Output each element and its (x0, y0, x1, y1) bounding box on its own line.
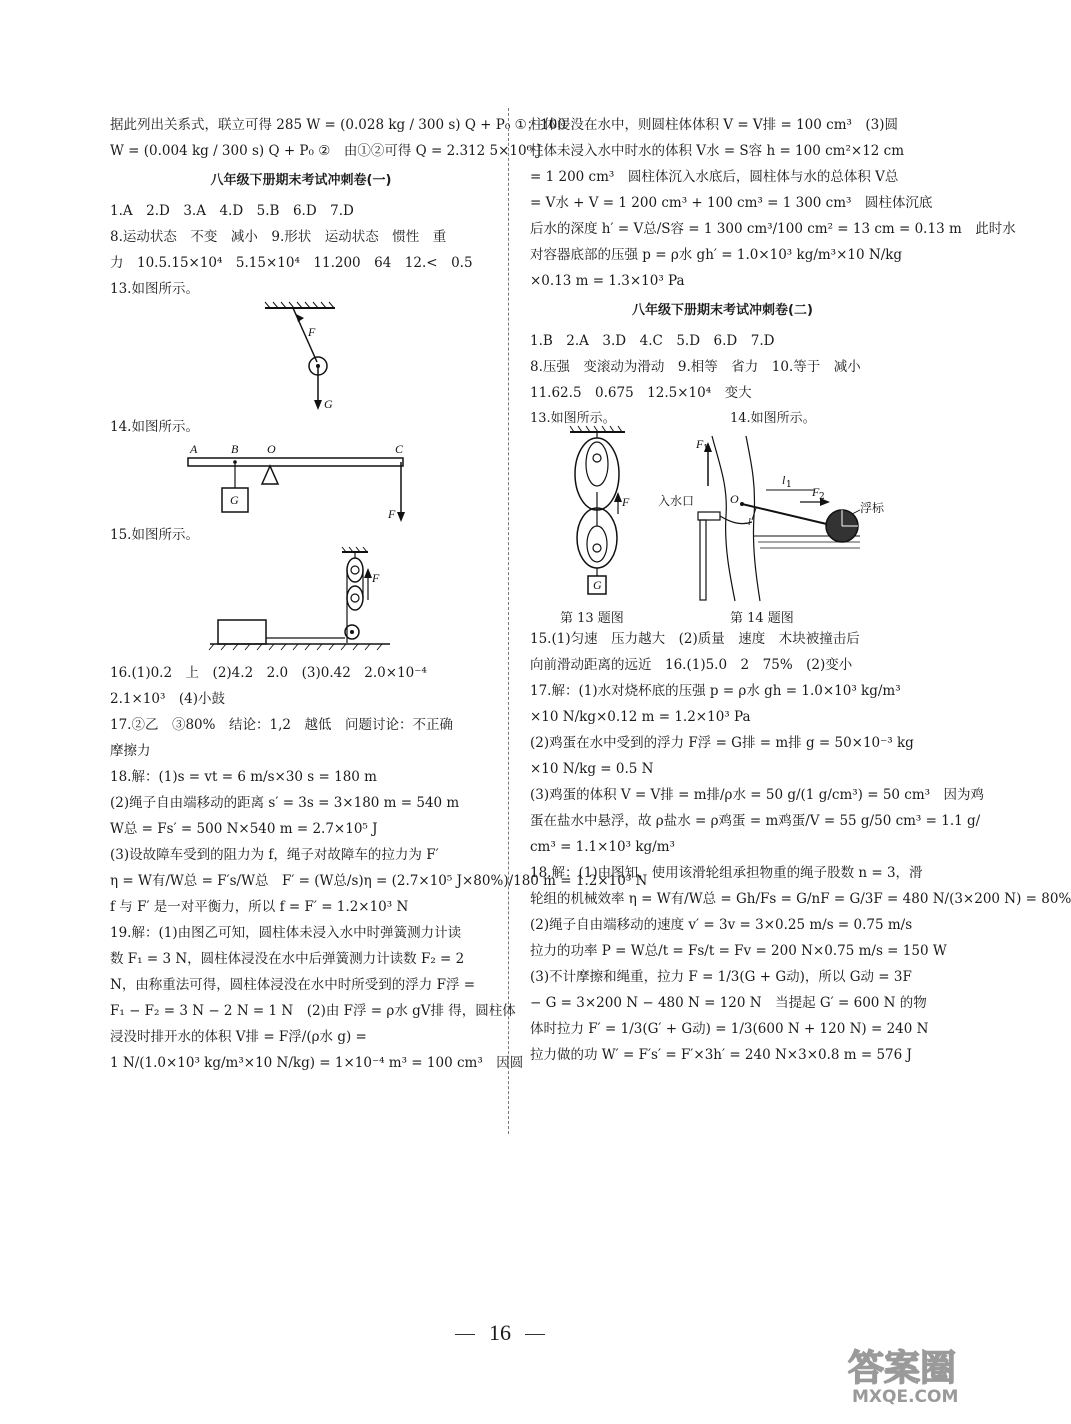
text-line: F₁ − F₂ = 3 N − 2 N = 1 N (2)由 F浮 = ρ水 gV排 得，圆柱体 (110, 1003, 516, 1019)
svg-text:G: G (230, 493, 239, 507)
lever-diagram (110, 440, 492, 522)
fig14-caption: 第 14 题图 (730, 611, 794, 626)
text-line: 18.解：(1)由图知，使用该滑轮组承担物重的绳子股数 n = 3，滑 (530, 865, 923, 881)
section-title-2: 八年级下册期末考试冲刺卷(二) (632, 303, 813, 318)
float-label: 浮标 (860, 501, 885, 515)
svg-text:C: C (395, 442, 404, 456)
text-line: N，由称重法可得，圆柱体浸没在水中时所受到的浮力 F浮 = (110, 977, 476, 993)
text-line: η = W有/W总 = F′s/W总 F′ = (W总/s)η = (2.7×10⁵ J×80%)/180 m = 1.2×10³ N (110, 873, 648, 889)
text-line: = V水 + V = 1 200 cm³ + 100 cm³ = 1 300 cm³ 圆柱体沉底 (530, 195, 933, 211)
text-line: W = (0.004 kg / 300 s) Q + P₀ ② 由①②可得 Q = 2.312 5×10⁶ J (110, 143, 542, 159)
right-column (530, 112, 1071, 1068)
text-line: ×10 N/kg = 0.5 N (530, 761, 654, 777)
text-line: (3)鸡蛋的体积 V = V排 = m排/ρ水 = 50 g/(1 g/cm³) = 50 cm³ 因为鸡 (530, 787, 985, 803)
text-line: 后水的深度 h′ = V总/S容 = 1 300 cm³/100 cm² = 13 cm = 0.13 m 此时水 (530, 221, 1016, 237)
text-line: 摩擦力 (110, 743, 151, 759)
figures-13-14-right (530, 426, 915, 606)
figure-15-left (110, 548, 492, 660)
text-line: 19.解：(1)由图乙可知，圆柱体未浸入水中时弹簧测力计读 (110, 925, 462, 941)
figure-13-left (110, 302, 492, 414)
pulley-and-float-diagrams (530, 426, 915, 606)
page-number-dash-right (525, 1334, 545, 1335)
watermark-logo (844, 1336, 974, 1408)
column-divider (508, 108, 509, 1134)
text-line: 11.62.5 0.675 12.5×10⁴ 变大 (530, 385, 752, 401)
text-line: 8.压强 变滚动为滑动 9.相等 省力 10.等于 减小 (530, 359, 861, 375)
text-line: f 与 F′ 是一对平衡力，所以 f = F′ = 1.2×10³ N (110, 899, 409, 915)
text-line: 对容器底部的压强 p = ρ水 gh′ = 1.0×10³ kg/m³×10 N/kg (530, 247, 903, 263)
text-line: W总 = Fs′ = 500 N×540 m = 2.7×10⁵ J (110, 821, 378, 837)
figure-labels-row (530, 406, 915, 426)
svg-text:1: 1 (703, 444, 709, 454)
block-pulley-diagram (110, 548, 492, 660)
text-line: 2.1×10³ (4)小鼓 (110, 691, 225, 707)
q14-label: 14.如图所示。 (110, 419, 199, 435)
text-line: (2)绳子自由端移动的距离 s′ = 3s = 3×180 m = 540 m (110, 795, 460, 811)
svg-text:F: F (372, 571, 380, 585)
svg-text:l: l (748, 517, 751, 528)
text-line: 16.(1)0.2 上 (2)4.2 2.0 (3)0.42 2.0×10⁻⁴ (110, 665, 427, 681)
figure-captions-row (530, 606, 915, 626)
q15-label: 15.如图所示。 (110, 527, 199, 543)
inlet-label: 入水口 (658, 494, 695, 508)
text-line: (2)鸡蛋在水中受到的浮力 F浮 = G排 = m排 g = 50×10⁻³ kg (530, 735, 914, 751)
text-line: 据此列出关系式，联立可得 285 W = (0.028 kg / 300 s) Q + P₀ ①；100 (110, 117, 566, 133)
pulley-force-diagram (110, 302, 492, 414)
svg-text:2: 2 (819, 492, 825, 502)
text-line: 17.②乙 ③80% 结论：1,2 越低 问题讨论：不正确 (110, 717, 453, 733)
svg-text:B: B (231, 442, 239, 456)
text-line: 18.解：(1)s = vt = 6 m/s×30 s = 180 m (110, 769, 377, 785)
left-lines-b (110, 198, 492, 302)
svg-text:A: A (190, 442, 198, 456)
text-line: 拉力的功率 P = W总/t = Fs/t = Fv = 200 N×0.75 m/s = 150 W (530, 943, 947, 959)
q14-label: 14.如图所示。 (730, 411, 816, 426)
watermark-text: 答案圈 (848, 1348, 957, 1389)
left-lines-a (110, 112, 566, 164)
svg-text:F: F (812, 485, 820, 499)
text-line: 13.如图所示。 (110, 281, 199, 297)
text-line: 1.B 2.A 3.D 4.C 5.D 6.D 7.D (530, 333, 775, 349)
svg-text:F: F (388, 507, 396, 521)
text-line: 力 10.5.15×10⁴ 5.15×10⁴ 11.200 64 12.< 0.5 (110, 255, 473, 271)
text-line: = 1 200 cm³ 圆柱体沉入水底后，圆柱体与水的总体积 V总 (530, 169, 899, 185)
text-line: (3)不计摩擦和绳重，拉力 F = 1/3(G + G动)，所以 G动 = 3F (530, 969, 912, 985)
svg-text:O: O (730, 492, 739, 506)
text-line: 柱体未浸入水中时水的体积 V水 = S容 h = 100 cm²×12 cm (530, 143, 905, 159)
svg-text:l: l (782, 473, 786, 487)
q13-label: 13.如图所示。 (530, 411, 616, 426)
text-line: 轮组的机械效率 η = W有/W总 = Gh/Fs = G/nF = G/3F = 480 N/(3×200 N) = 80% (530, 891, 1071, 907)
page-number-dash-left (455, 1334, 475, 1335)
text-line: 数 F₁ = 3 N，圆柱体浸没在水中后弹簧测力计读数 F₂ = 2 (110, 951, 465, 967)
svg-text:F: F (696, 437, 704, 451)
svg-text:G: G (593, 578, 602, 592)
right-lines-a (530, 112, 1016, 294)
fig13-caption: 第 13 题图 (560, 611, 624, 626)
watermark-url: MXQE.COM (852, 1387, 959, 1407)
text-line: ×10 N/kg×0.12 m = 1.2×10³ Pa (530, 709, 751, 725)
figure-14-left (110, 440, 492, 522)
text-line: (3)设故障车受到的阻力为 f，绳子对故障车的拉力为 F′ (110, 847, 439, 863)
text-line: cm³ = 1.1×10³ kg/m³ (530, 839, 675, 855)
svg-text:O: O (267, 442, 276, 456)
svg-text:F: F (622, 495, 630, 509)
text-line: 15.(1)匀速 压力越大 (2)质量 速度 木块被撞击后 (530, 631, 860, 647)
right-lines-c (530, 626, 1071, 1068)
text-line: 17.解：(1)水对烧杯底的压强 p = ρ水 gh = 1.0×10³ kg/m³ (530, 683, 901, 699)
text-line: 1 N/(1.0×10³ kg/m³×10 N/kg) = 1×10⁻⁴ m³ = 100 cm³ 因圆 (110, 1055, 524, 1071)
text-line: (2)绳子自由端移动的速度 v′ = 3v = 3×0.25 m/s = 0.75 m/s (530, 917, 913, 933)
text-line: 向前滑动距离的远近 16.(1)5.0 2 75% (2)变小 (530, 657, 853, 673)
page-number-text: 16 (489, 1320, 511, 1345)
svg-text:G: G (324, 397, 333, 411)
svg-text:1: 1 (786, 480, 792, 490)
text-line: 蛋在盐水中悬浮，故 ρ盐水 = ρ鸡蛋 = m鸡蛋/V = 55 g/50 cm³ = 1.1 g/ (530, 813, 981, 829)
text-line: ×0.13 m = 1.3×10³ Pa (530, 273, 685, 289)
text-line: − G = 3×200 N − 480 N = 120 N 当提起 G′ = 600 N 的物 (530, 995, 927, 1011)
text-line: 体时拉力 F′ = 1/3(G′ + G动) = 1/3(600 N + 120 N) = 240 N (530, 1021, 929, 1037)
text-line: 1.A 2.D 3.A 4.D 5.B 6.D 7.D (110, 203, 354, 219)
text-line: 拉力做的功 W′ = F′s′ = F′×3h′ = 240 N×3×0.8 m = 576 J (530, 1047, 912, 1063)
svg-text:F: F (308, 325, 316, 339)
right-lines-b (530, 328, 915, 406)
text-line: 8.运动状态 不变 减小 9.形状 运动状态 惯性 重 (110, 229, 447, 245)
section-title-1: 八年级下册期末考试冲刺卷(一) (210, 173, 392, 188)
text-line: 浸没时排开水的体积 V排 = F浮/(ρ水 g) = (110, 1029, 367, 1045)
text-line: 柱体浸没在水中，则圆柱体体积 V = V排 = 100 cm³ (3)圆 (530, 117, 899, 133)
